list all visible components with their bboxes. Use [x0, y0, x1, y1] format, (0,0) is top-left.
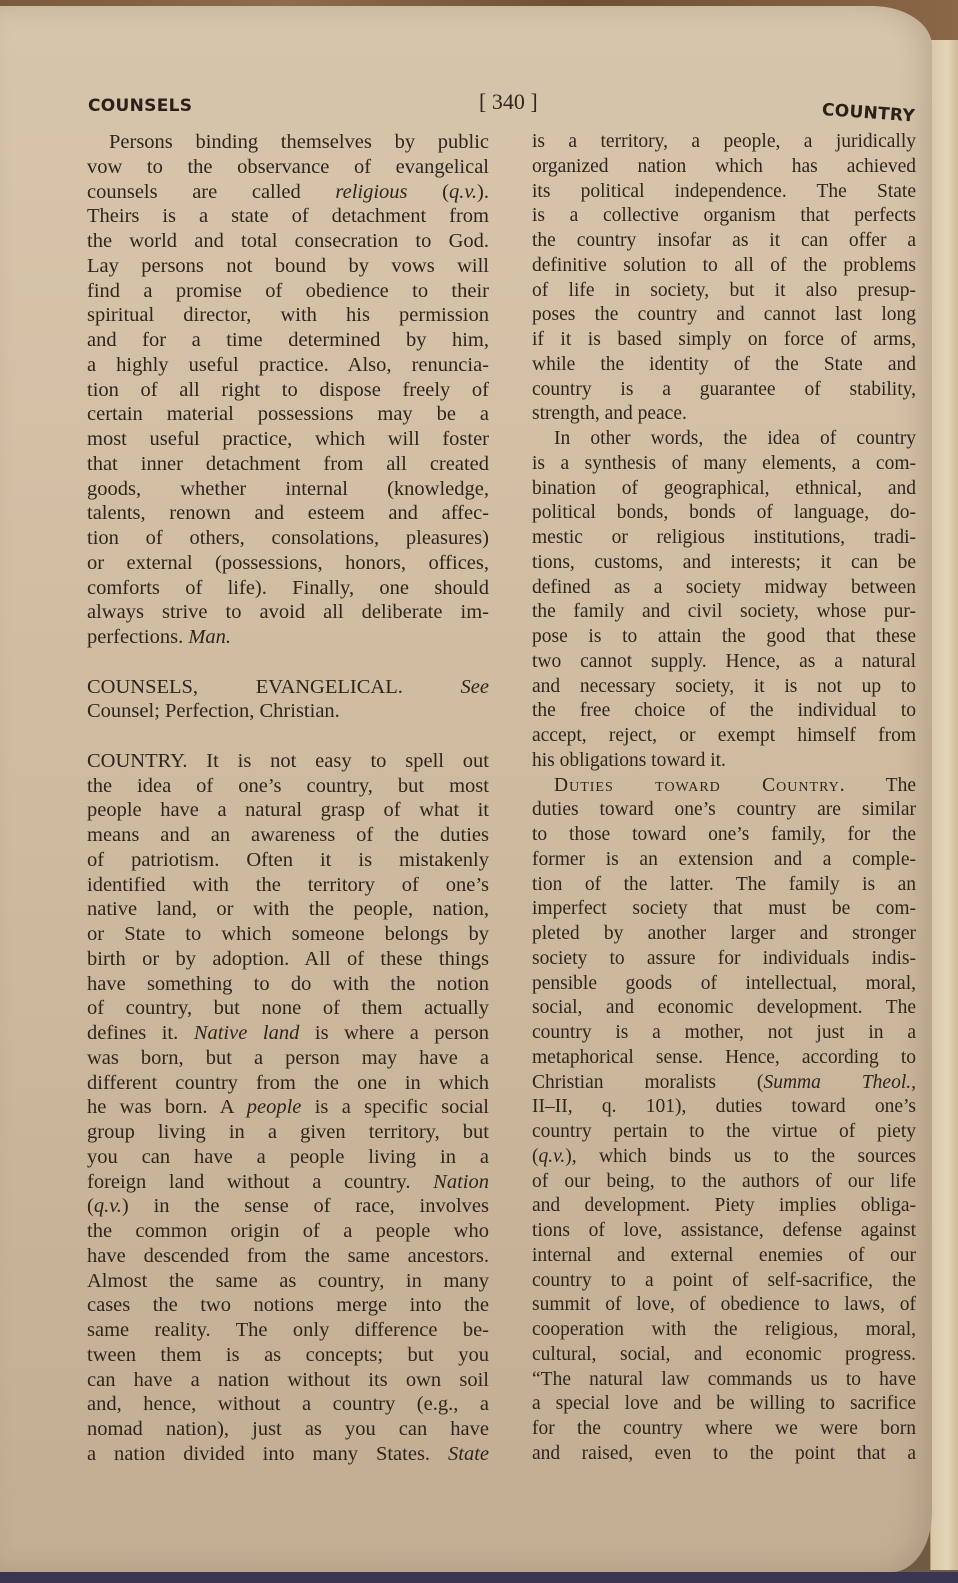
- text-line: if it is based simply on force of arms,: [532, 329, 916, 350]
- text-line: society to assure for individuals indis-: [532, 947, 916, 969]
- text-line: tion of others, consolations, pleasures): [87, 527, 489, 549]
- text-line: summit of love, of obedience to laws, of: [532, 1294, 916, 1316]
- text-line: tween them is as concepts; but you: [87, 1343, 489, 1366]
- text-line: [87, 1170, 489, 1195]
- text-line: [532, 1071, 916, 1096]
- text-line: the idea of one’s country, but most: [87, 774, 489, 797]
- text-line: II–II, q. 101), duties toward one’s: [532, 1096, 916, 1118]
- page-bottom-shadow: [0, 1572, 958, 1583]
- text-segment: is a specific social: [301, 1096, 489, 1119]
- text-line: its political independence. The State: [532, 180, 916, 202]
- text-line: for the country where we were born: [532, 1418, 916, 1439]
- italic-text: State: [448, 1442, 489, 1465]
- italic-text: Man.: [188, 626, 232, 648]
- text-segment: a nation divided into many States.: [87, 1442, 448, 1465]
- text-line: organized nation which has achieved: [532, 155, 916, 177]
- text-line: of life in society, but it also presup-: [532, 279, 916, 301]
- text-line: [87, 1442, 489, 1467]
- text-segment: defines it.: [87, 1022, 194, 1044]
- text-line: Persons binding themselves by public: [109, 131, 489, 153]
- text-line: always strive to avoid all deliberate im-: [87, 601, 489, 624]
- text-segment: The: [845, 774, 916, 796]
- text-line: and raised, even to the point that a: [532, 1442, 916, 1464]
- text-line: people have a natural grasp of what it: [87, 799, 489, 822]
- text-line: country to a point of self-sacrifice, the: [532, 1269, 916, 1291]
- text-line: birth or by adoption. All of these things: [87, 947, 489, 970]
- text-line: tions, customs, and interests; it can be: [532, 551, 916, 573]
- text-segment: perfections.: [87, 626, 189, 648]
- text-line: cooperation with the religious, moral,: [532, 1319, 916, 1340]
- text-line: you can have a people living in a: [87, 1145, 489, 1168]
- text-line: most useful practice, which will foster: [87, 428, 489, 450]
- text-line: or State to which someone belongs by: [87, 923, 489, 945]
- text-line: “The natural law commands us to have: [532, 1368, 916, 1390]
- text-segment: he was born. A: [87, 1096, 247, 1119]
- text-line: a special love and be willing to sacrifice: [532, 1393, 916, 1415]
- text-line: tion of the latter. The family is an: [532, 873, 916, 895]
- text-line: [87, 1095, 489, 1120]
- text-line: native land, or with the people, nation,: [87, 898, 489, 921]
- text-line: different country from the one in which: [87, 1071, 489, 1094]
- text-line: strength, and peace.: [532, 403, 687, 425]
- text-line: the common origin of a people who: [87, 1220, 489, 1242]
- text-line: tion of all right to dispose freely of: [87, 378, 489, 401]
- text-line: [532, 1145, 916, 1170]
- text-line: and necessary society, it is not up to: [532, 675, 916, 697]
- text-line: cases the two notions merge into the: [87, 1294, 489, 1317]
- text-line: pensible goods of intellectual, moral,: [532, 972, 916, 994]
- text-line: group living in a given territory, but: [87, 1121, 489, 1143]
- text-line: [532, 774, 916, 799]
- text-line: same reality. The only difference be-: [87, 1319, 489, 1341]
- text-segment: is where a person: [299, 1022, 489, 1044]
- text-line: the free choice of the individual to: [532, 700, 916, 722]
- text-line: internal and external enemies of our: [532, 1244, 916, 1266]
- text-line: while the identity of the State and: [532, 353, 916, 375]
- text-line: and for a time determined by him,: [87, 329, 489, 351]
- text-line: two cannot supply. Hence, as a natural: [532, 650, 916, 672]
- text-segment: (: [87, 1195, 94, 1218]
- text-line: goods, whether internal (knowledge,: [87, 477, 489, 500]
- italic-text: q.v.: [448, 180, 478, 203]
- text-line: of patriotism. Often it is mistakenly: [87, 848, 489, 871]
- text-line: of our being, to the authors of our life: [532, 1170, 916, 1192]
- text-line: identified with the territory of one’s: [87, 873, 489, 896]
- text-line: definitive solution to all of the problems: [532, 254, 916, 276]
- text-segment: (: [532, 1145, 539, 1167]
- text-line: means and an awareness of the duties: [87, 824, 489, 846]
- text-line: his obligations toward it.: [532, 749, 726, 771]
- text-line: of country, but none of them actually: [87, 997, 489, 1020]
- text-line: pose is to attain the good that these: [532, 626, 916, 647]
- text-line: social, and economic development. The: [532, 997, 916, 1019]
- text-segment: COUNSELS, EVANGELICAL.: [87, 675, 461, 698]
- text-line: tions of love, assistance, defense against: [532, 1220, 916, 1241]
- italic-text: Nation: [433, 1170, 489, 1193]
- text-line: country is a guarantee of stability,: [532, 378, 916, 400]
- italic-text: Native land: [193, 1022, 300, 1044]
- text-line: certain material possessions may be a: [87, 403, 489, 426]
- page-number: [ 340 ]: [479, 89, 538, 114]
- text-line: is a collective organism that perfects: [532, 205, 916, 227]
- text-line: the family and civil society, whose pur-: [532, 601, 916, 623]
- text-line: Counsel; Perfection, Christian.: [87, 700, 340, 723]
- text-line: accept, reject, or exempt himself from: [532, 725, 916, 746]
- text-line: that inner detachment from all created: [87, 452, 489, 475]
- text-line: and, hence, without a country (e.g., a: [87, 1393, 489, 1416]
- right-text-column: [532, 130, 916, 1467]
- text-line: a highly useful practice. Also, renuncia-: [87, 353, 489, 376]
- text-line: Theirs is a state of detachment from: [87, 205, 489, 228]
- text-line: defined as a society midway between: [532, 576, 916, 598]
- text-line: and development. Piety implies obliga-: [532, 1195, 916, 1217]
- text-line: bination of geographical, ethnical, and: [532, 477, 916, 499]
- italic-text: Summa Theol.,: [763, 1071, 916, 1093]
- text-line: country is a mother, not just in a: [532, 1022, 916, 1043]
- text-segment: (: [407, 180, 449, 203]
- text-line: imperfect society that must be com-: [532, 898, 916, 920]
- left-text-column: [87, 130, 489, 1467]
- paragraph-gap: [87, 724, 489, 749]
- text-line: the world and total consecration to God.: [87, 230, 489, 252]
- text-line: nomad nation), just as you can have: [87, 1418, 489, 1440]
- text-line: [87, 180, 489, 205]
- running-head-right: COUNTRY: [821, 100, 916, 127]
- text-line: spiritual director, with his permission: [87, 304, 489, 327]
- text-line: Lay persons not bound by vows will: [87, 254, 489, 277]
- text-line: is a territory, a people, a juridically: [532, 131, 916, 152]
- text-segment: Christian moralists (: [532, 1071, 764, 1093]
- text-line: political bonds, bonds of language, do-: [532, 502, 916, 524]
- text-line: Almost the same as country, in many: [87, 1269, 489, 1292]
- text-line: [87, 625, 489, 650]
- small-caps-heading: Duties toward Country.: [554, 774, 846, 796]
- text-line: [87, 1194, 489, 1219]
- italic-text: q.v.: [93, 1195, 122, 1218]
- next-page-edge: [930, 40, 958, 1570]
- paragraph-gap: [87, 650, 489, 675]
- text-line: to those toward one’s family, for the: [532, 824, 916, 845]
- text-segment: ).: [477, 180, 489, 203]
- text-line: was born, but a person may have a: [87, 1046, 489, 1069]
- text-line: former is an extension and a comple-: [532, 848, 916, 870]
- text-line: have something to do with the notion: [87, 972, 489, 995]
- text-segment: ), which binds us to the sources: [565, 1145, 916, 1167]
- text-segment: ) in the sense of race, involves: [121, 1195, 489, 1218]
- text-line: pleted by another larger and stronger: [532, 923, 916, 944]
- text-line: COUNTRY. It is not easy to spell out: [87, 749, 489, 772]
- text-segment: foreign land without a country.: [87, 1170, 434, 1193]
- text-line: talents, renown and esteem and affec-: [87, 502, 489, 525]
- text-line: [87, 1021, 489, 1046]
- text-line: country pertain to the virtue of piety: [532, 1121, 916, 1142]
- italic-text: q.v.: [538, 1145, 566, 1167]
- text-line: mestic or religious institutions, tradi-: [532, 527, 916, 548]
- running-head-left: COUNSELS: [88, 96, 193, 116]
- text-line: the country insofar as it can offer a: [532, 230, 916, 251]
- text-line: [87, 675, 489, 700]
- text-line: find a promise of obedience to their: [87, 279, 489, 302]
- italic-text: religious: [335, 180, 408, 203]
- text-line: can have a nation without its own soil: [87, 1368, 489, 1391]
- text-line: vow to the observance of evangelical: [87, 155, 489, 178]
- text-line: cultural, social, and economic progress.: [532, 1343, 916, 1365]
- italic-text: people: [246, 1096, 302, 1119]
- italic-text: See: [460, 675, 489, 698]
- text-line: duties toward one’s country are similar: [532, 799, 916, 821]
- text-line: have descended from the same ancestors.: [87, 1244, 489, 1267]
- text-line: metaphorical sense. Hence, according to: [532, 1046, 916, 1068]
- text-line: is a synthesis of many elements, a com-: [532, 452, 916, 474]
- text-segment: counsels are called: [87, 180, 336, 203]
- text-line: poses the country and cannot last long: [532, 304, 916, 326]
- text-line: or external (possessions, honors, offices,: [87, 551, 489, 574]
- text-line: In other words, the idea of country: [554, 428, 916, 449]
- text-line: comforts of life). Finally, one should: [87, 576, 489, 599]
